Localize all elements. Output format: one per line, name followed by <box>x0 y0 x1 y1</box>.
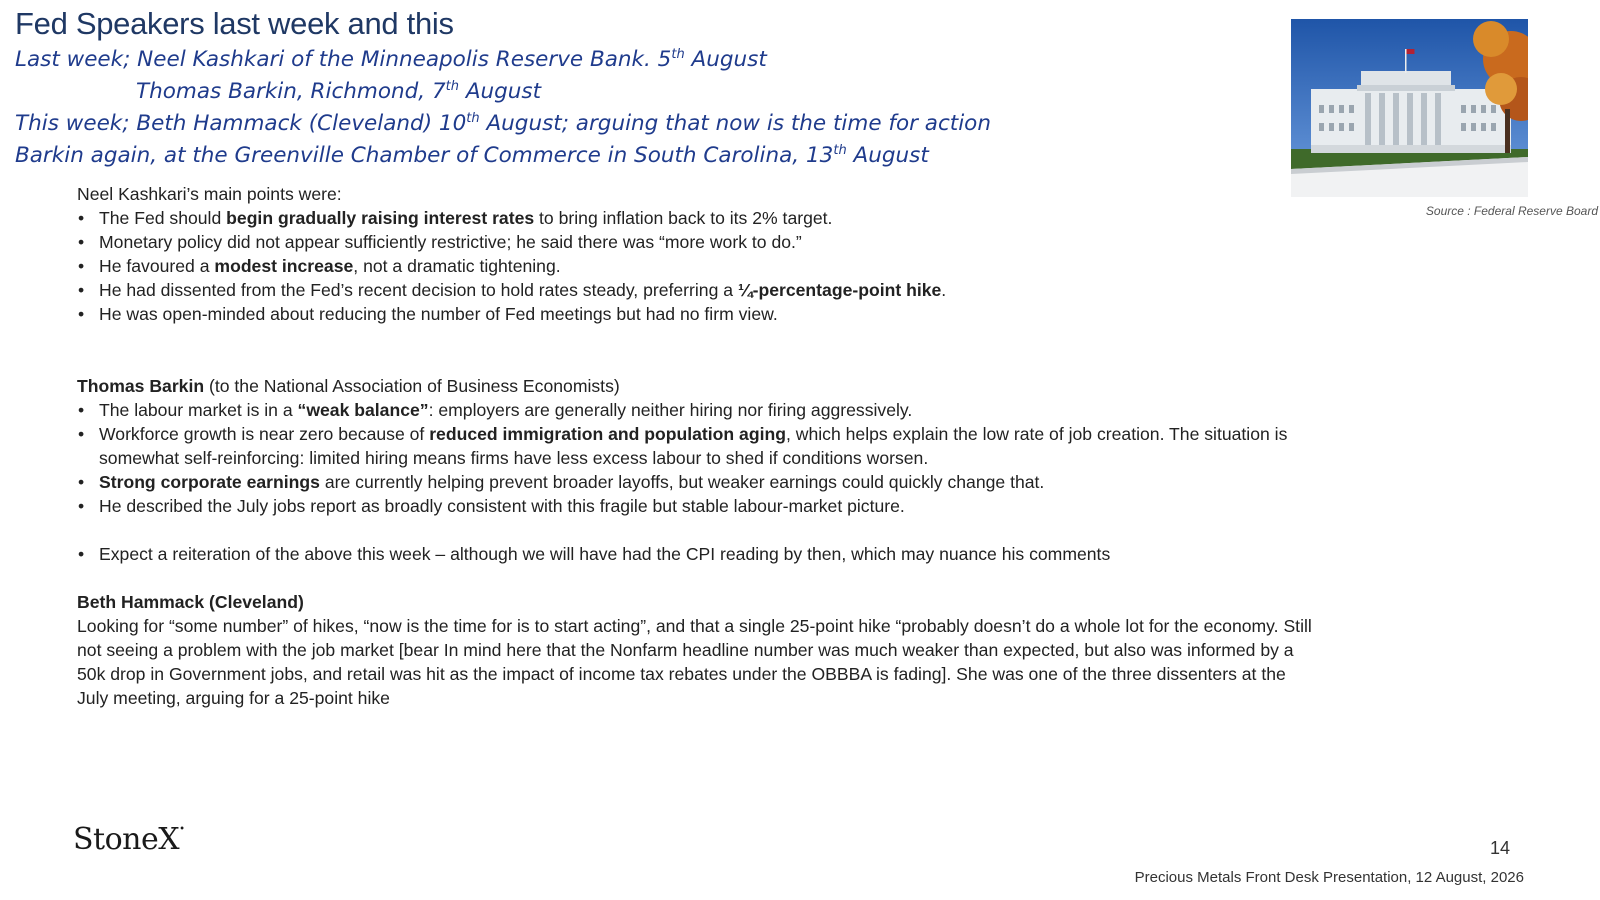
list-item: • He was open-minded about reducing the number of Fed meetings but had no firm view. <box>77 302 1317 326</box>
list-item: • Workforce growth is near zero because of reduced immigration and population aging, which helps explain the low rate of job creation. The situation is somewhat self-reinforcing: limited hiring means firms have less excess labour to shed if conditions worsen. <box>77 422 1317 470</box>
speaker-schedule <box>15 44 1015 172</box>
list-item: • He had dissented from the Fed’s recent decision to hold rates steady, preferring a ¼-percentage-point hike. <box>77 278 1317 302</box>
hammack-body: Looking for “some number” of hikes, “now is the time for is to start acting”, and that a single 25-point hike “probably doesn’t do a whole lot for the economy. Still not seeing a problem with the job market [bear In mind here that the Nonfarm headline number was much weaker than expected, but also was informed by a 50k drop in Government jobs, and retail was hit as the impact of income tax rebates under the OBBBA is fading]. She was one of the three dissenters at the July meeting, arguing for a 25-point hike <box>77 616 1312 708</box>
kashkari-intro: Neel Kashkari’s main points were: <box>77 184 342 204</box>
list-item: • He favoured a modest increase, not a dramatic tightening. <box>77 254 1317 278</box>
footer-text: Precious Metals Front Desk Presentation, 12 August, 2026 <box>1134 869 1524 886</box>
stonex-logo: StoneX• <box>73 822 185 857</box>
subtitle-line: Last week; Neel Kashkari of the Minneapolis Reserve Bank. 5th August <box>15 46 767 72</box>
barkin-expectation <box>77 542 1317 566</box>
list-item: • Monetary policy did not appear sufficiently restrictive; he said there was “more work to do.” <box>77 230 1317 254</box>
subtitle-line: Thomas Barkin, Richmond, 7th August <box>136 78 542 104</box>
list-item: • Expect a reiteration of the above this week – although we will have had the CPI reading by then, which may nuance his comments <box>77 542 1317 566</box>
list-item: • The labour market is in a “weak balance”: employers are generally neither hiring nor firing aggressively. <box>77 398 1317 422</box>
subtitle-line: Barkin again, at the Greenville Chamber of Commerce in South Carolina, 13th August <box>15 142 929 168</box>
image-source: Source : Federal Reserve Board <box>1425 204 1598 218</box>
list-item: • The Fed should begin gradually raising interest rates to bring inflation back to its 2% target. <box>77 206 1317 230</box>
subtitle-line: This week; Beth Hammack (Cleveland) 10th August; arguing that now is the time for action <box>15 110 991 136</box>
slide-title: Fed Speakers last week and this <box>15 6 454 41</box>
hammack-heading: Beth Hammack (Cleveland) <box>77 592 304 612</box>
federal-reserve-photo <box>1291 19 1528 197</box>
kashkari-points <box>77 206 1317 326</box>
slide-body <box>77 182 1317 710</box>
barkin-heading: Thomas Barkin (to the National Association of Business Economists) <box>77 376 620 396</box>
page-number: 14 <box>1490 838 1511 858</box>
list-item: • Strong corporate earnings are currently helping prevent broader layoffs, but weaker earnings could quickly change that. <box>77 470 1317 494</box>
list-item: • He described the July jobs report as broadly consistent with this fragile but stable labour-market picture. <box>77 494 1317 518</box>
barkin-points <box>77 398 1317 518</box>
